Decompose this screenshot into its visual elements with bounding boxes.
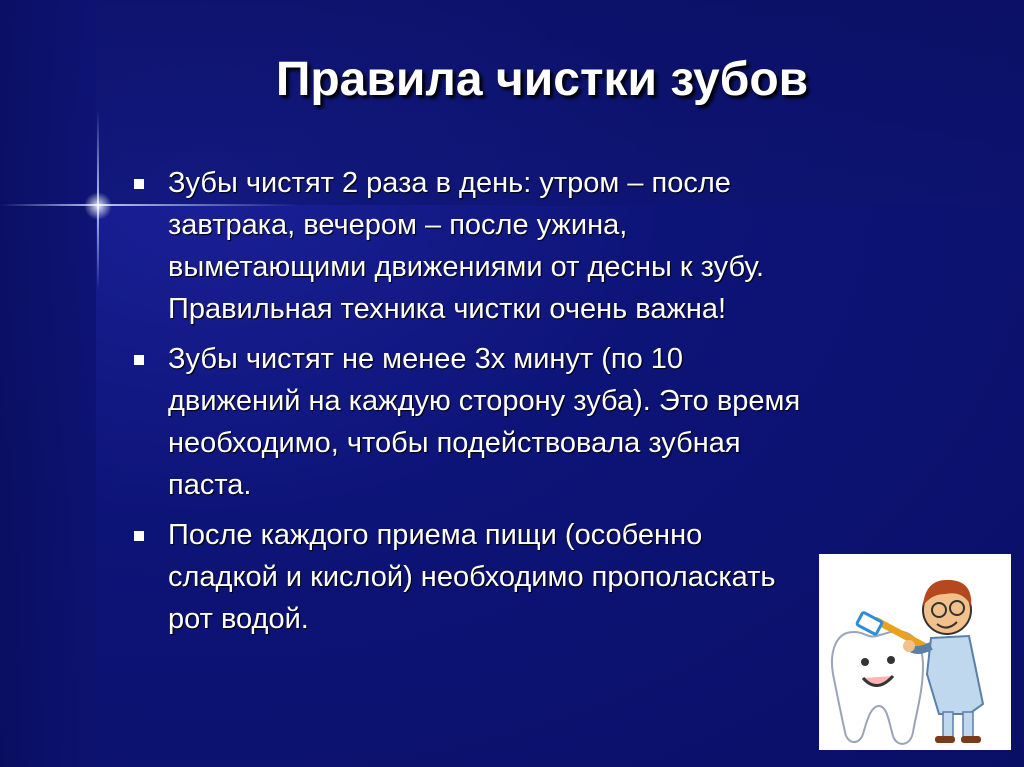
square-bullet-icon: [134, 531, 144, 541]
tooth-eye-left: [861, 658, 869, 666]
background-band-left: [0, 0, 96, 767]
tooth-dentist-icon: [819, 554, 1011, 750]
bullet-text: Зубы чистят 2 раза в день: утром – после завтрака, вечером – после ужина, выметающими движениями от десны к зубу. Правильная техника чистки очень важна!: [168, 167, 765, 325]
slide-title: Правила чистки зубов: [275, 53, 809, 106]
bullet-text: После каждого приема пищи (особенно сладкой и кислой) необходимо прополаскать рот водой.: [168, 519, 776, 635]
bullet-text: Зубы чистят не менее 3х минут (по 10 движений на каждую сторону зуба). Это время необходимо, чтобы подействовала зубная паста.: [168, 343, 801, 501]
dentist-hand: [903, 640, 915, 652]
dentist-coat: [927, 636, 983, 714]
dentist-shoe-left: [935, 736, 955, 743]
bullet-item: [128, 162, 808, 330]
square-bullet-icon: [134, 179, 144, 189]
light-flare-glow: [84, 192, 112, 220]
bullet-item: [128, 338, 808, 506]
bullet-list: [128, 162, 808, 648]
toothbrush-head: [856, 612, 882, 635]
dentist-shoe-right: [961, 736, 981, 743]
tooth-dentist-illustration: [819, 554, 1011, 750]
dentist-leg-left: [943, 712, 953, 738]
dentist-leg-right: [963, 712, 973, 738]
square-bullet-icon: [134, 355, 144, 365]
bullet-item: [128, 514, 808, 640]
tooth-eye-right: [887, 656, 895, 664]
